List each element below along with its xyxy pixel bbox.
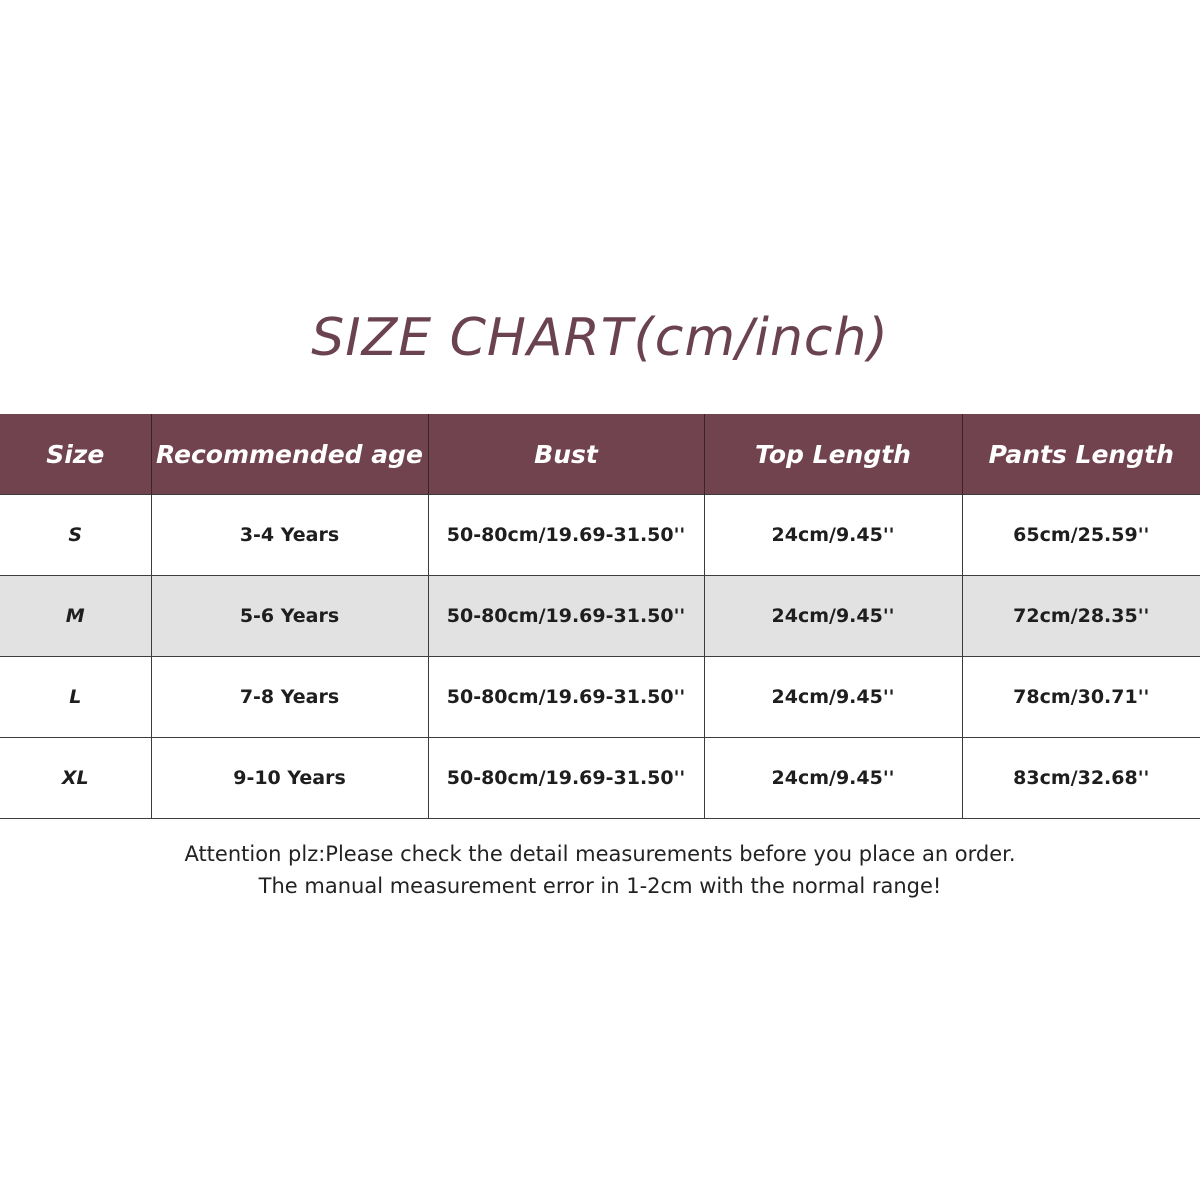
- cell-top-length: 24cm/9.45'': [704, 738, 962, 819]
- attention-note-line-1: Attention plz:Please check the detail measurements before you place an order.: [184, 842, 1016, 866]
- attention-note-line-2: The manual measurement error in 1-2cm with the normal range!: [258, 874, 942, 898]
- cell-age: 5-6 Years: [151, 576, 428, 657]
- cell-bust: 50-80cm/19.69-31.50'': [428, 738, 704, 819]
- cell-age: 7-8 Years: [151, 657, 428, 738]
- cell-bust: 50-80cm/19.69-31.50'': [428, 657, 704, 738]
- cell-pants-length: 78cm/30.71'': [962, 657, 1200, 738]
- cell-age: 3-4 Years: [151, 495, 428, 576]
- page-title: SIZE CHART(cm/inch): [311, 308, 889, 368]
- table-row: [0, 738, 1200, 819]
- size-table: [0, 414, 1200, 819]
- cell-pants-length: 72cm/28.35'': [962, 576, 1200, 657]
- table-row: [0, 576, 1200, 657]
- header-recommended-age: Recommended age: [151, 414, 428, 495]
- table-row: [0, 657, 1200, 738]
- cell-top-length: 24cm/9.45'': [704, 657, 962, 738]
- cell-size: M: [0, 576, 151, 657]
- table-row: [0, 495, 1200, 576]
- header-top-length: Top Length: [704, 414, 962, 495]
- cell-bust: 50-80cm/19.69-31.50'': [428, 495, 704, 576]
- cell-size: L: [0, 657, 151, 738]
- header-pants-length: Pants Length: [962, 414, 1200, 495]
- cell-age: 9-10 Years: [151, 738, 428, 819]
- cell-pants-length: 65cm/25.59'': [962, 495, 1200, 576]
- table-header-row: [0, 414, 1200, 495]
- cell-size: S: [0, 495, 151, 576]
- cell-bust: 50-80cm/19.69-31.50'': [428, 576, 704, 657]
- header-bust: Bust: [428, 414, 704, 495]
- cell-top-length: 24cm/9.45'': [704, 495, 962, 576]
- header-size: Size: [0, 414, 151, 495]
- cell-pants-length: 83cm/32.68'': [962, 738, 1200, 819]
- attention-note: [0, 838, 1200, 902]
- cell-top-length: 24cm/9.45'': [704, 576, 962, 657]
- cell-size: XL: [0, 738, 151, 819]
